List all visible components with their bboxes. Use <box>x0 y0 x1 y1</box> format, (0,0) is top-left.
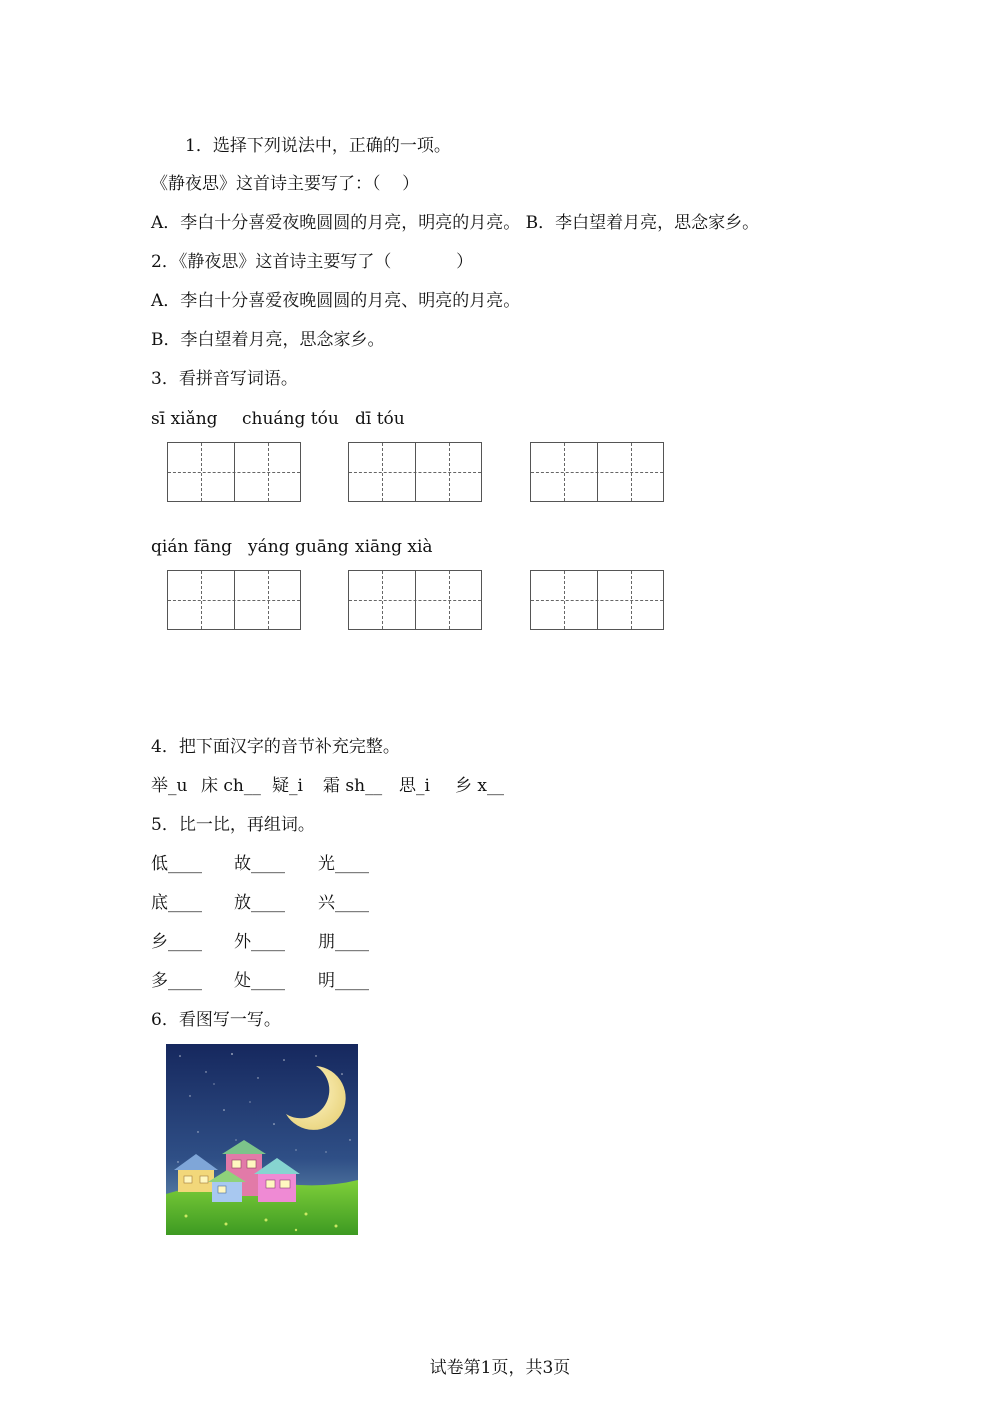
question-5-title: 5．比一比，再组词。 <box>151 815 315 835</box>
word-blank: 故____ <box>234 854 285 874</box>
word-blank: 乡____ <box>151 932 202 952</box>
question-4-title: 4．把下面汉字的音节补充完整。 <box>151 737 400 757</box>
grid-divider <box>415 571 416 629</box>
grid-divider <box>415 443 416 501</box>
word-blank: 光____ <box>318 854 369 874</box>
grid-dash-line <box>201 443 202 501</box>
syllable-item: 床 ch__ <box>201 776 261 796</box>
page-footer: 试卷第1页，共3页 <box>429 1358 571 1378</box>
word-blank: 朋____ <box>318 932 369 952</box>
word-blank: 多____ <box>151 971 202 991</box>
pinyin-label: dī tóu <box>355 409 405 429</box>
syllable-item: 思_i <box>399 776 430 796</box>
question-2-option-a: A．李白十分喜爱夜晚圆圆的月亮、明亮的月亮。 <box>151 291 521 311</box>
grid-dash-line <box>631 571 632 629</box>
writing-grid[interactable] <box>530 442 664 502</box>
question-2-title: 2．《静夜思》这首诗主要写了（ ） <box>151 252 474 272</box>
word-blank: 处____ <box>234 971 285 991</box>
grid-dash-line <box>382 443 383 501</box>
question-6-title: 6．看图写一写。 <box>151 1010 281 1030</box>
pinyin-label: xiāng xià <box>355 537 433 557</box>
grid-dash-line <box>268 443 269 501</box>
question-1-title: 1．选择下列说法中，正确的一项。 <box>185 136 451 156</box>
syllable-item: 疑_i <box>272 776 303 796</box>
writing-grid[interactable] <box>530 570 664 630</box>
grid-dash-line <box>449 443 450 501</box>
grid-divider <box>597 443 598 501</box>
word-blank: 放____ <box>234 893 285 913</box>
grid-dash-line <box>564 443 565 501</box>
grid-divider <box>234 571 235 629</box>
word-blank: 兴____ <box>318 893 369 913</box>
grid-dash-line <box>449 571 450 629</box>
pinyin-label: sī xiǎng <box>151 409 218 429</box>
pinyin-label: chuáng tóu <box>242 409 339 429</box>
grid-divider <box>597 571 598 629</box>
grid-dash-line <box>631 443 632 501</box>
word-blank: 低____ <box>151 854 202 874</box>
word-blank: 底____ <box>151 893 202 913</box>
pinyin-label: yáng guāng <box>248 537 349 557</box>
question-1-stem: 《静夜思》这首诗主要写了：（ ） <box>151 174 420 194</box>
pinyin-label: qián fāng <box>151 537 233 557</box>
writing-grid[interactable] <box>167 570 301 630</box>
syllable-item: 举_u <box>151 776 188 796</box>
writing-grid[interactable] <box>167 442 301 502</box>
grid-dash-line <box>268 571 269 629</box>
grid-dash-line <box>201 571 202 629</box>
syllable-item: 霜 sh__ <box>323 776 383 796</box>
night-village-moon-illustration <box>166 1044 358 1235</box>
syllable-item: 乡 x__ <box>455 776 504 796</box>
writing-grid[interactable] <box>348 442 482 502</box>
question-2-option-b: B．李白望着月亮，思念家乡。 <box>151 330 385 350</box>
question-1-options: A．李白十分喜爱夜晚圆圆的月亮，明亮的月亮。 B．李白望着月亮，思念家乡。 <box>151 213 760 233</box>
word-blank: 明____ <box>318 971 369 991</box>
word-blank: 外____ <box>234 932 285 952</box>
writing-grid[interactable] <box>348 570 482 630</box>
grid-dash-line <box>382 571 383 629</box>
question-3-title: 3．看拼音写词语。 <box>151 369 298 389</box>
grid-dash-line <box>564 571 565 629</box>
grid-divider <box>234 443 235 501</box>
